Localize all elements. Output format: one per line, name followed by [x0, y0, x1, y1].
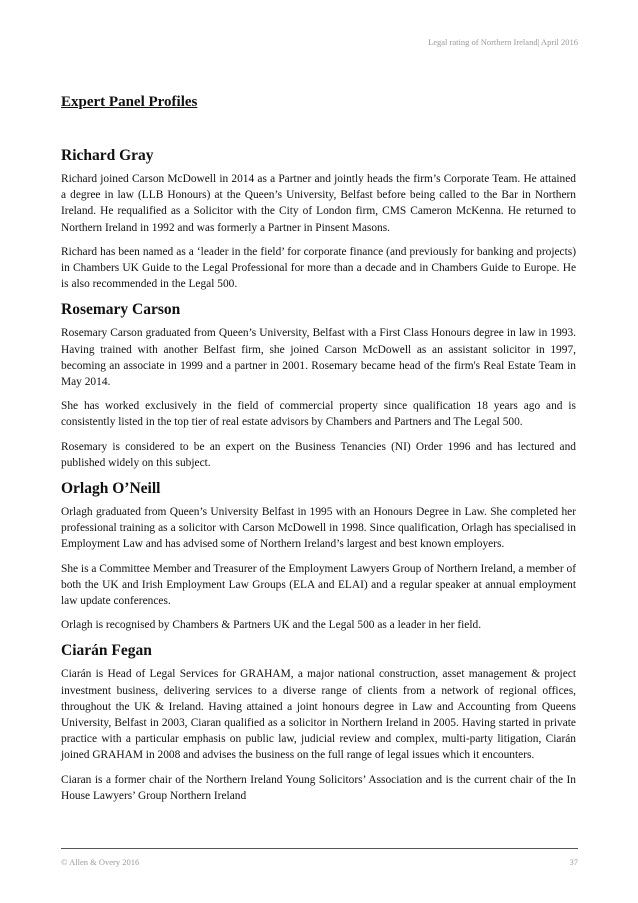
section-title: Expert Panel Profiles: [61, 94, 198, 110]
profile-paragraph: She has worked exclusively in the field of commercial property since qualification 18 years ago and is consistently listed in the top tier of real estate advisors by Chambers and Partners and The Legal 500.: [61, 400, 576, 429]
profile-paragraph: Ciarán is Head of Legal Services for GRAHAM, a major national construction, asset management & project investment business, delivering services to a diverse range of clients from a network of regional offices, throughout the UK & Ireland. Having attained a joint honours degree in Law and Accounting from Queens University, Belfast in 2003, Ciaran qualified as a solicitor in Northern Ireland in 2005. Having started in private practice with a particular emphasis on public law, judicial review and complex, multi-party litigation, Ciarán joined GRAHAM in 2008 and advises the business on the full range of legal issues which it encounters.: [61, 668, 576, 762]
profile-paragraph: Ciaran is a former chair of the Northern Ireland Young Solicitors’ Association and is the current chair of the In House Lawyers’ Group Northern Ireland: [61, 773, 576, 802]
profile-orlagh-oneill: [61, 479, 576, 633]
profile-paragraph: She is a Committee Member and Treasurer of the Employment Lawyers Group of Northern Ireland, a member of both the UK and Irish Employment Law Groups (ELA and ELAI) and a regular speaker at annual employment law update conferences.: [61, 562, 576, 608]
page-number: 37: [569, 857, 578, 867]
profile-paragraph: Orlagh is recognised by Chambers & Partners UK and the Legal 500 as a leader in her field.: [61, 619, 482, 632]
profile-name: Orlagh O’Neill: [61, 480, 161, 498]
profile-name: Ciarán Fegan: [61, 642, 152, 660]
profile-rosemary-carson: [61, 300, 576, 471]
footer-divider: [61, 848, 578, 849]
profile-paragraph: Orlagh graduated from Queen’s University Belfast in 1995 with an Honours Degree in Law. She completed her professional training as a solicitor with Carson McDowell in 1998. Since qualification, Orlagh has specialised in Employment Law and has advised some of Northern Ireland’s largest and best known employers.: [61, 506, 576, 551]
profile-richard-gray: [61, 146, 576, 292]
running-header: Legal rating of Northern Ireland| April 2016: [428, 37, 578, 47]
footer-copyright: © Allen & Overy 2016: [61, 857, 140, 867]
profile-name: Rosemary Carson: [61, 301, 181, 319]
profile-name: Richard Gray: [61, 147, 154, 164]
profile-paragraph: Rosemary is considered to be an expert on the Business Tenancies (NI) Order 1996 and has lectured and published widely on this subject.: [61, 440, 576, 469]
profile-paragraph: Richard joined Carson McDowell in 2014 as a Partner and jointly heads the firm’s Corporate Team. He attained a degree in law (LLB Honours) at the Queen’s University, Belfast before being called to the Bar in Northern Ireland. He requalified as a Solicitor with the City of London firm, CMS Cameron McKenna. He returned to Northern Ireland in 1992 and was formerly a Partner in Pinsent Masons.: [61, 173, 576, 234]
profile-paragraph: Richard has been named as a ‘leader in the field’ for corporate finance (and previously for banking and projects) in Chambers UK Guide to the Legal Professional for more than a decade and in Chambers Guide to Europe. He is also recommended in the Legal 500.: [61, 245, 576, 291]
page-content: [61, 92, 576, 812]
profile-ciaran-fegan: [61, 641, 576, 804]
profile-paragraph: Rosemary Carson graduated from Queen’s University, Belfast with a First Class Honours degree in law in 1993. Having trained with another Belfast firm, she joined Carson McDowell as an assistant solicitor in 1997, becoming an associate in 1999 and a partner in 2001. Rosemary became head of the firm's Real Estate Team in May 2014.: [61, 327, 576, 389]
